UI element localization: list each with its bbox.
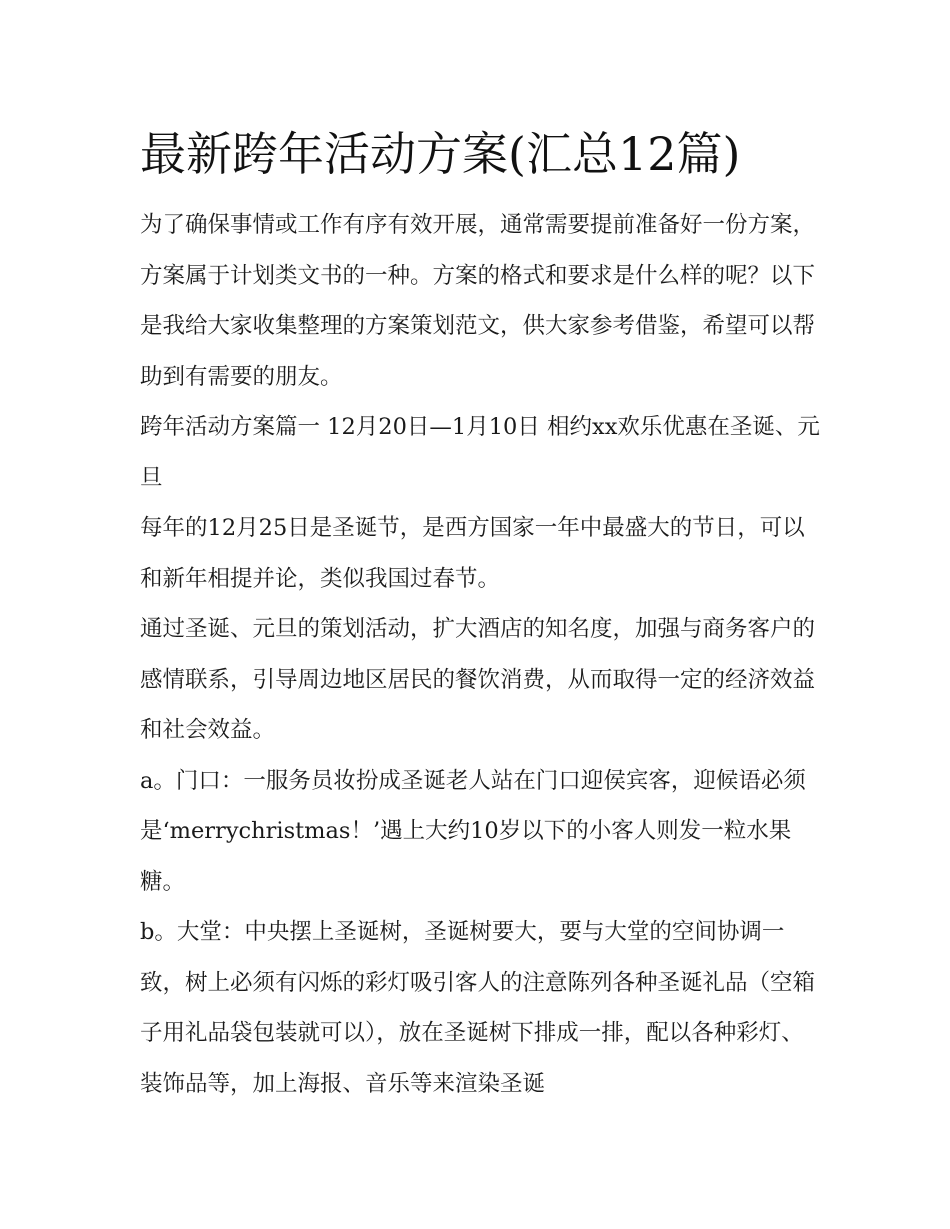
paragraph-item-a-entrance: a。门口：一服务员妆扮成圣诞老人站在门口迎侯宾客，迎候语必须是‘merrychristmas！’遇上大约10岁以下的小客人则发一粒水果糖。 bbox=[140, 767, 806, 895]
paragraph-intro: 为了确保事情或工作有序有效开展，通常需要提前准备好一份方案，方案属于计划类文书的一种。方案的格式和要求是什么样的呢？以下是我给大家收集整理的方案策划范文，供大家参考借鉴，希望可以帮助到有需要的朋友。 bbox=[140, 212, 816, 390]
paragraph-plan-heading: 跨年活动方案篇一 12月20日—1月10日 相约xx欢乐优惠在圣诞、元旦 bbox=[140, 414, 820, 491]
paragraph-item-b-lobby: b。大堂：中央摆上圣诞树，圣诞树要大，要与大堂的空间协调一致，树上必须有闪烁的彩灯吸引客人的注意陈列各种圣诞礼品（空箱子用礼品袋包装就可以），放在圣诞树下排成一排，配以各种彩灯、装饰品等，加上海报、音乐等来渲染圣诞 bbox=[140, 919, 816, 1097]
paragraph-purpose: 通过圣诞、元旦的策划活动，扩大酒店的知名度，加强与商务客户的感情联系，引导周边地区居民的餐饮消费，从而取得一定的经济效益和社会效益。 bbox=[140, 616, 816, 743]
page-title: 最新跨年活动方案(汇总12篇) bbox=[140, 127, 741, 181]
paragraph-christmas-intro: 每年的12月25日是圣诞节，是西方国家一年中最盛大的节日，可以和新年相提并论，类似我国过春节。 bbox=[140, 515, 805, 592]
document-body bbox=[140, 200, 820, 1109]
